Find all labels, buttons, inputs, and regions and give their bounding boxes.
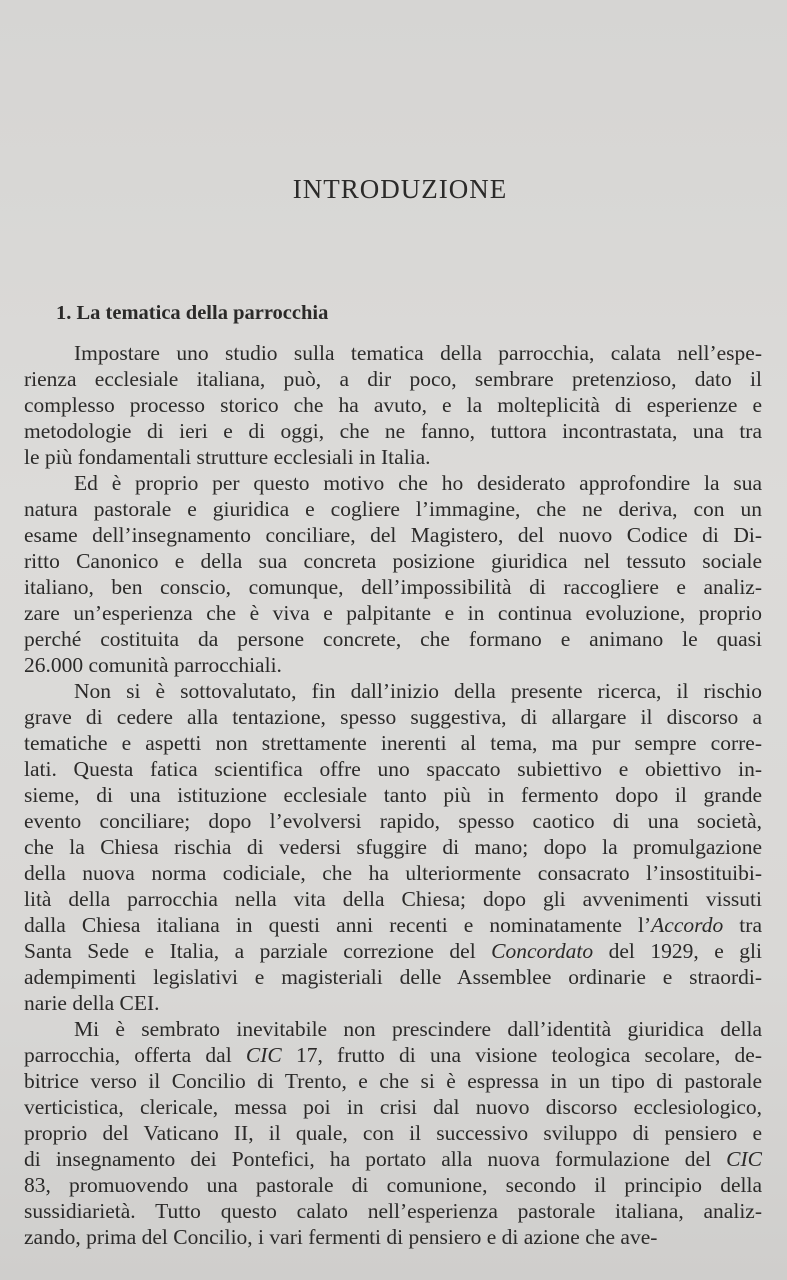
text-segment: evento conciliare; dopo l’evolversi rapido, spesso caotico di una società, — [24, 809, 762, 833]
text-segment: proprio del Vaticano II, il quale, con il successivo sviluppo di pensiero e — [24, 1121, 762, 1145]
text-segment: esame dell’insegnamento conciliare, del Magistero, del nuovo Codice di Di- — [24, 523, 762, 547]
body-text — [24, 340, 762, 1250]
text-segment: adempimenti legislativi e magisteriali delle Assemblee ordinarie e straordi- — [24, 965, 762, 989]
text-segment: perché costituita da persone concrete, che formano e animano le quasi — [24, 627, 762, 651]
text-line — [24, 704, 762, 730]
text-segment: parrocchia, offerta dal — [24, 1043, 246, 1067]
text-segment: bitrice verso il Concilio di Trento, e che si è espressa in un tipo di pastorale — [24, 1069, 762, 1093]
text-segment: che la Chiesa rischia di vedersi sfuggire di mano; dopo la promulgazione — [24, 835, 762, 859]
text-line — [24, 1198, 762, 1224]
text-line — [24, 522, 762, 548]
text-segment: rienza ecclesiale italiana, può, a dir poco, sembrare pretenzioso, dato il — [24, 367, 762, 391]
text-segment: Santa Sede e Italia, a parziale correzione del — [24, 939, 492, 963]
text-segment: natura pastorale e giuridica e cogliere l’immagine, che ne deriva, con un — [24, 497, 762, 521]
text-line — [24, 1094, 762, 1120]
paragraph — [24, 1016, 762, 1250]
text-line — [24, 990, 762, 1016]
paragraph — [24, 678, 762, 1016]
text-segment: lità della parrocchia nella vita della Chiesa; dopo gli avvenimenti vissuti — [24, 887, 762, 911]
text-line — [24, 964, 762, 990]
text-line — [24, 366, 762, 392]
text-line — [24, 392, 762, 418]
text-segment: le più fondamentali strutture ecclesiali in Italia. — [24, 445, 431, 469]
text-line — [24, 1146, 762, 1172]
text-line — [24, 808, 762, 834]
text-line — [24, 496, 762, 522]
text-line — [24, 340, 762, 366]
text-segment: sussidiarietà. Tutto questo calato nell’esperienza pastorale italiana, analiz- — [24, 1199, 762, 1223]
text-segment: 83, promuovendo una pastorale di comunione, secondo il principio della — [24, 1173, 762, 1197]
text-line — [24, 1224, 762, 1250]
text-segment: zare un’esperienza che è viva e palpitante e in continua evoluzione, proprio — [24, 601, 762, 625]
text-segment: narie della CEI. — [24, 991, 160, 1015]
text-line — [24, 1042, 762, 1068]
text-line — [24, 730, 762, 756]
text-segment: tematiche e aspetti non strettamente inerenti al tema, ma pur sempre corre- — [24, 731, 762, 755]
text-line — [24, 1120, 762, 1146]
text-line — [24, 626, 762, 652]
text-segment: tra — [723, 913, 762, 937]
text-line — [24, 574, 762, 600]
text-segment: di insegnamento dei Pontefici, ha portato alla nuova formulazione del — [24, 1147, 727, 1171]
text-segment: Mi è sembrato inevitabile non prescindere dall’identità giuridica della — [74, 1017, 762, 1041]
paragraph — [24, 340, 762, 470]
text-line — [24, 444, 762, 470]
text-segment: zando, prima del Concilio, i vari fermenti di pensiero e di azione che ave- — [24, 1225, 658, 1249]
text-segment: 17, frutto di una visione teologica secolare, de- — [281, 1043, 762, 1067]
italic-text: CIC — [726, 1147, 762, 1171]
paragraph — [24, 470, 762, 678]
text-line — [24, 1016, 762, 1042]
text-segment: Ed è proprio per questo motivo che ho desiderato approfondire la sua — [74, 471, 762, 495]
text-line — [24, 938, 762, 964]
text-segment: dalla Chiesa italiana in questi anni recenti e nominatamente l’ — [24, 913, 652, 937]
text-line — [24, 756, 762, 782]
text-line — [24, 1068, 762, 1094]
text-line — [24, 652, 762, 678]
text-line — [24, 418, 762, 444]
text-line — [24, 860, 762, 886]
italic-text: CIC — [245, 1043, 282, 1067]
text-line — [24, 1172, 762, 1198]
chapter-title: INTRODUZIONE — [292, 174, 508, 205]
text-segment: complesso processo storico che ha avuto, e la molteplicità di esperienze e — [24, 393, 762, 417]
text-segment: della nuova norma codiciale, che ha ulteriormente consacrato l’insostituibi- — [24, 861, 762, 885]
text-segment: Impostare uno studio sulla tematica della parrocchia, calata nell’espe- — [74, 341, 762, 365]
italic-text: Accordo — [651, 913, 724, 937]
text-segment: del 1929, e gli — [593, 939, 762, 963]
text-line — [24, 912, 762, 938]
text-line — [24, 834, 762, 860]
text-segment: grave di cedere alla tentazione, spesso suggestiva, di allargare il discorso a — [24, 705, 762, 729]
text-segment: sieme, di una istituzione ecclesiale tanto più in fermento dopo il grande — [24, 783, 762, 807]
section-heading: 1. La tematica della parrocchia — [56, 302, 329, 324]
text-line — [24, 470, 762, 496]
text-segment: verticistica, clericale, messa poi in crisi dal nuovo discorso ecclesiologico, — [24, 1095, 762, 1119]
text-segment: metodologie di ieri e di oggi, che ne fanno, tuttora incontrastata, una tra — [24, 419, 762, 443]
text-segment: ritto Canonico e della sua concreta posizione giuridica nel tessuto sociale — [24, 549, 762, 573]
text-line — [24, 782, 762, 808]
text-segment: lati. Questa fatica scientifica offre uno spaccato subiettivo e obiettivo in- — [24, 757, 762, 781]
text-line — [24, 886, 762, 912]
text-segment: 26.000 comunità parrocchiali. — [24, 653, 282, 677]
text-line — [24, 548, 762, 574]
italic-text: Concordato — [491, 939, 594, 963]
text-segment: italiano, ben conscio, comunque, dell’impossibilità di raccogliere e analiz- — [24, 575, 762, 599]
text-line — [24, 678, 762, 704]
text-line — [24, 600, 762, 626]
text-segment: Non si è sottovalutato, fin dall’inizio della presente ricerca, il rischio — [74, 679, 762, 703]
